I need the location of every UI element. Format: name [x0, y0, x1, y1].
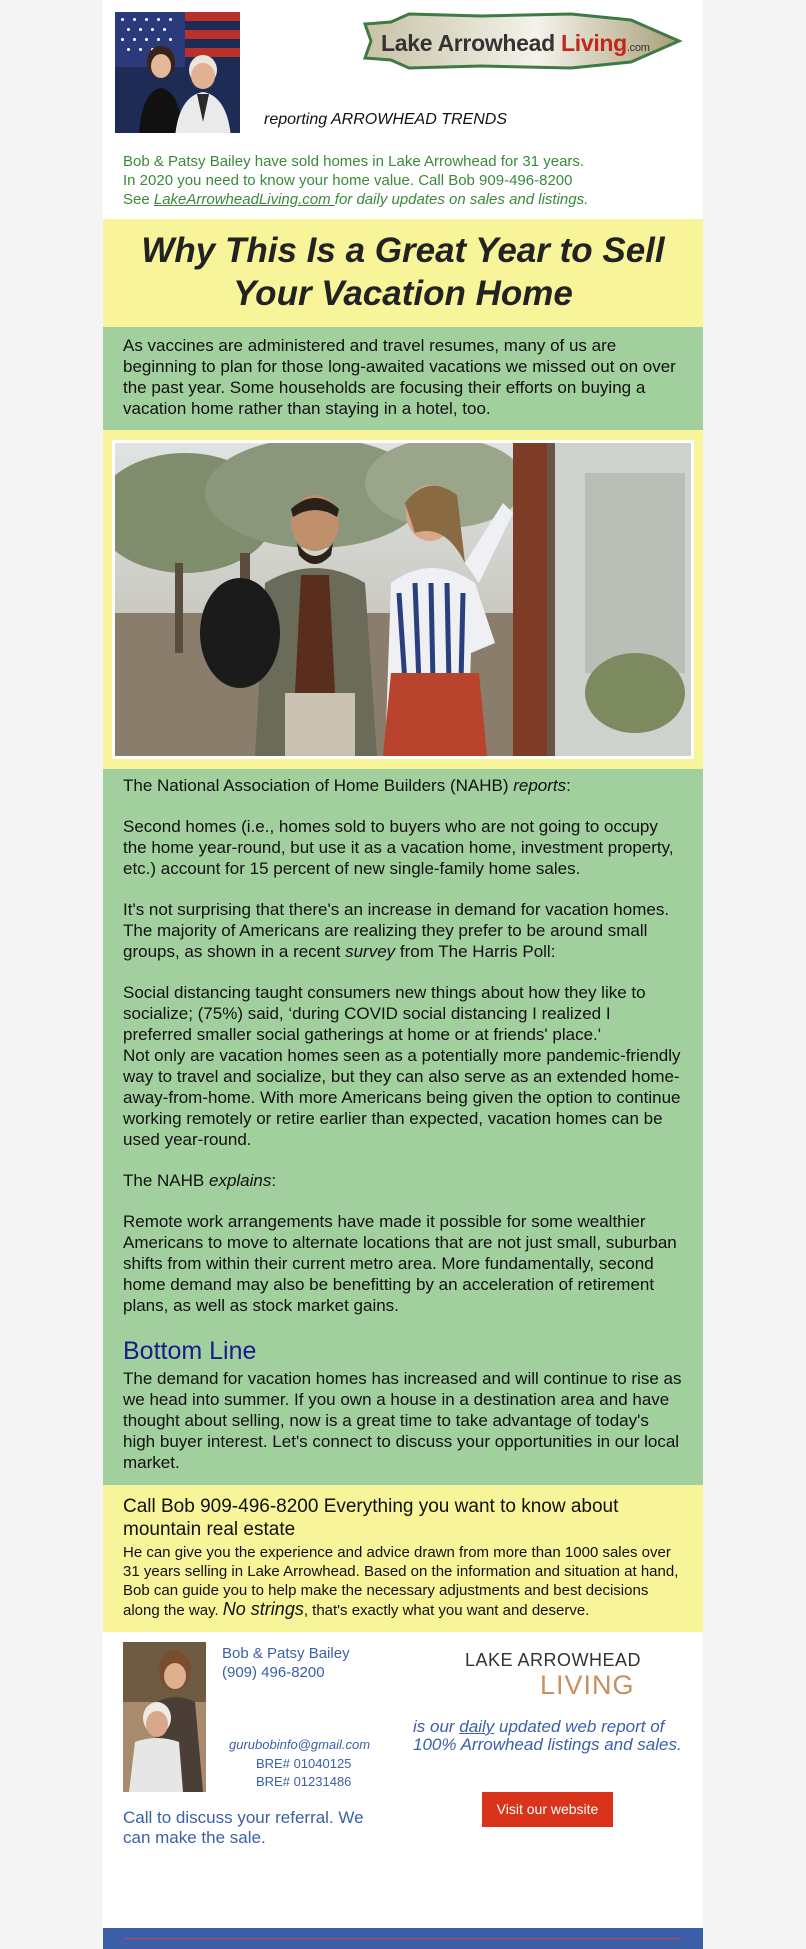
website-link[interactable]: LakeArrowheadLiving.com [153, 191, 335, 208]
article-lead: As vaccines are administered and travel resumes, many of us are beginning to plan for those long-awaited vacations we missed out on over the past year. Some households are focusing their efforts on buying a vacation home rather than staying in a hotel, too. [103, 327, 703, 430]
footer [103, 1632, 703, 1847]
footer-bar-line [125, 1938, 681, 1939]
survey-link[interactable]: survey [345, 942, 396, 961]
nahb-intro-text: The National Association of Home Builders (NAHB) [123, 776, 514, 795]
not-only-paragraph: Not only are vacation homes seen as a potentially more pandemic-friendly way to travel and socialize, but they can also serve as an extended home-away-from-home. With more Americans being given the option to continue working remotely or retire earlier than expected, vacation homes can be used year-round. [123, 1046, 681, 1149]
bre-number-1: BRE# 01040125 [256, 1756, 352, 1771]
agent-phone[interactable]: (909) 496-8200 [222, 1664, 325, 1681]
referral-text: Call to discuss your referral. We can make the sale. [123, 1808, 364, 1847]
explains-link[interactable]: explains [208, 1171, 272, 1190]
call-heading: Call Bob 909-496-8200 Everything you want to know about mountain real estate [123, 1496, 619, 1540]
increase-text-end: from The Harris Poll: [395, 942, 556, 961]
logo-word-lake: Lake Arrowhead [381, 30, 555, 56]
logo-word-living: Living [561, 30, 627, 56]
bottom-line-heading: Bottom Line [123, 1337, 257, 1365]
bottom-line-text: The demand for vacation homes has increased and will continue to rise as we head into summer. If you own a house in a destination area and have thought about selling, now is a great time to take advantage of today's high buyer interest. Let's connect to discuss your opportunities in our local market. [123, 1369, 682, 1472]
remote-work-paragraph: Remote work arrangements have made it possible for some wealthier Americans to move to alternate locations that are not just small, suburban shifts from within their current metro area. More fundamentally, second home demand may also be benefitting by an acceleration of retirement plans, as well as stock market gains. [123, 1212, 677, 1315]
intro-after-link: for daily updates on sales and listings. [334, 191, 589, 208]
vacation-couple-photo [112, 440, 694, 759]
explains-text: The NAHB [123, 1171, 209, 1190]
agents-photo [115, 12, 240, 133]
footer-desc-start: is our [413, 1717, 460, 1736]
intro-line-2: In 2020 you need to know your home value. Call Bob 909-496-8200 [123, 172, 573, 189]
article-body [103, 769, 703, 1485]
explains-colon: : [271, 1171, 277, 1190]
intro-see: See [123, 191, 154, 208]
increase-paragraph [123, 899, 683, 962]
agents-footer-photo [123, 1642, 206, 1792]
intro-block [103, 140, 703, 219]
second-homes-paragraph: Second homes (i.e., homes sold to buyers who are not going to occupy the home year-round, but use it as a vacation home, investment property, etc.) account for 15 percent of new single-family home sales. [123, 817, 674, 878]
no-strings-text: No strings [222, 1599, 304, 1619]
footer-logo-line-2: LIVING [540, 1670, 635, 1700]
tagline: reporting ARROWHEAD TRENDS [264, 111, 508, 128]
increase-text: It's not surprising that there's an increase in demand for vacation homes. The majority of Americans are realizing they prefer to be around small groups, as shown in a recent [123, 900, 670, 961]
bre-number-2: BRE# 01231486 [256, 1774, 352, 1789]
hero-image-band [103, 430, 703, 769]
footer-bar [103, 1928, 703, 1949]
call-body [123, 1543, 683, 1620]
footer-desc-daily: daily [459, 1717, 495, 1736]
agent-contact [222, 1644, 350, 1682]
article-title: Why This Is a Great Year to Sell Your Vacation Home [103, 219, 703, 327]
intro-line-3 [123, 190, 683, 209]
social-quote: Social distancing taught consumers new things about how they like to socialize; (75%) said, ‘during COVID social distancing I realized I preferred smaller social gatherings at home or at friends' place.' [123, 983, 646, 1044]
reports-link[interactable]: reports [513, 776, 567, 795]
nahb-intro-colon: : [566, 776, 571, 795]
visit-website-button[interactable]: Visit our website [482, 1792, 613, 1827]
intro-line-1: Bob & Patsy Bailey have sold homes in Lake Arrowhead for 31 years. [123, 153, 585, 170]
explains-intro [123, 1170, 683, 1191]
email-container [103, 0, 703, 1949]
call-body-end: , that's exactly what you want and deserve. [303, 1602, 590, 1619]
header [103, 0, 703, 140]
footer-desc-end: updated web report of 100% Arrowhead listings and sales. [413, 1717, 682, 1754]
footer-logo-line-1: LAKE ARROWHEAD [465, 1650, 642, 1670]
logo-text [381, 30, 681, 58]
logo-suffix: .com [626, 42, 650, 54]
call-body-text: He can give you the experience and advice drawn from more than 1000 sales over 31 years selling in Lake Arrowhead. Based on the information and situation at hand, Bob can guide you to help make the necessary adjustments and best decisions along the way. [123, 1544, 679, 1619]
nahb-intro [123, 775, 683, 796]
agent-email[interactable]: gurubobinfo@gmail.com [229, 1737, 371, 1752]
agent-names: Bob & Patsy Bailey [222, 1645, 350, 1662]
footer-description [413, 1718, 693, 1754]
call-section [103, 1485, 703, 1632]
